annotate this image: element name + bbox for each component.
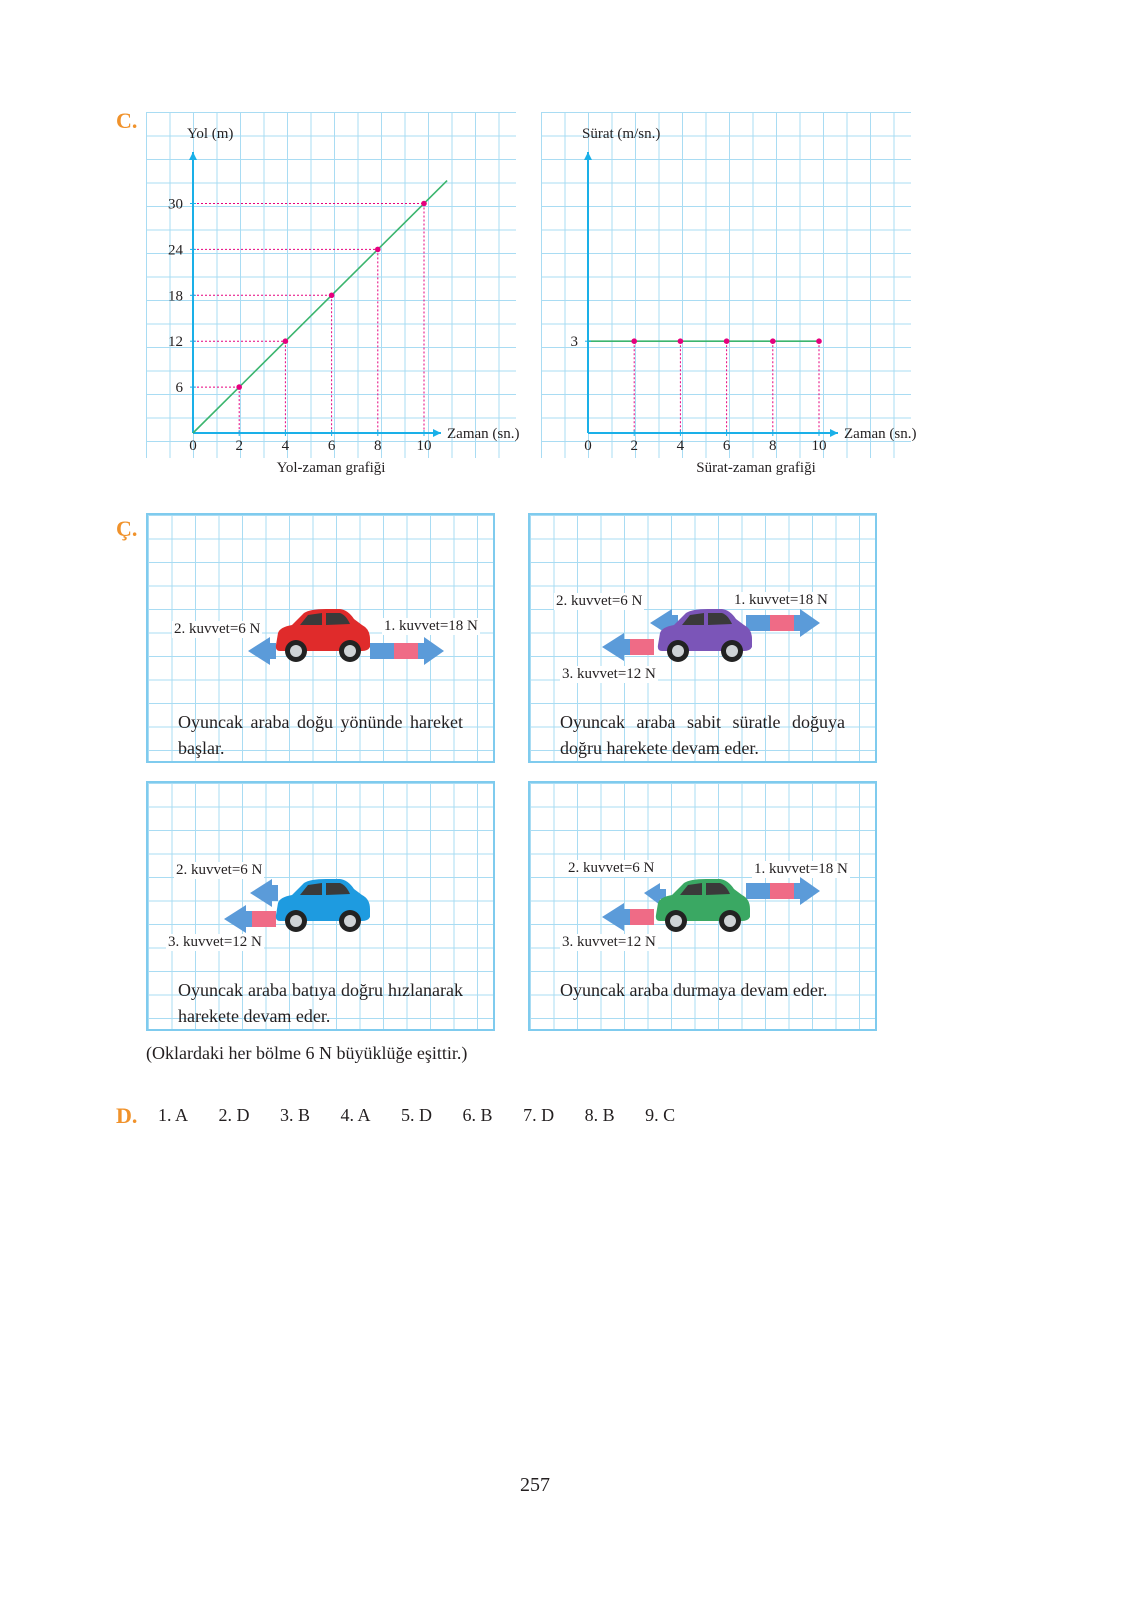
surat-zaman-caption: Sürat-zaman grafiği bbox=[696, 460, 816, 476]
arrow-note: (Oklardaki her bölme 6 N büyüklüğe eşittir.) bbox=[146, 1043, 468, 1063]
force-2-label: 2. kuvvet=6 N bbox=[556, 593, 643, 609]
y-tick-label: 18 bbox=[168, 288, 183, 305]
answer-9: 9. C bbox=[645, 1105, 676, 1125]
answer-8: 8. B bbox=[584, 1105, 615, 1125]
x-tick-label: 6 bbox=[327, 438, 336, 454]
answer-5: 5. D bbox=[401, 1105, 433, 1125]
x-axis-arrow-icon bbox=[830, 429, 838, 437]
arrow-segment bbox=[394, 643, 418, 659]
series-line bbox=[193, 181, 447, 433]
force-1-label: 1. kuvvet=18 N bbox=[734, 592, 828, 608]
force-panel-1 bbox=[146, 513, 495, 763]
purple-car-icon bbox=[652, 607, 756, 665]
y-tick-label: 3 bbox=[570, 334, 578, 351]
data-point bbox=[770, 338, 776, 344]
data-point bbox=[631, 338, 637, 344]
panel-2-text: Oyuncak araba sabit süratle doğuya doğru harekete devam eder. bbox=[560, 712, 845, 758]
x-axis-arrow-icon bbox=[433, 429, 441, 437]
force-1-label: 1. kuvvet=18 N bbox=[754, 861, 848, 877]
x-tick-label: 4 bbox=[676, 438, 685, 454]
force-2-label: 2. kuvvet=6 N bbox=[174, 621, 261, 637]
blue-car-icon bbox=[270, 877, 374, 935]
yol-zaman-chart bbox=[146, 112, 520, 458]
x-tick-label: 8 bbox=[769, 438, 777, 454]
y-tick-label: 6 bbox=[175, 380, 183, 397]
surat-zaman-chart bbox=[541, 112, 917, 458]
x-tick-label: 0 bbox=[584, 438, 592, 454]
x-tick-label: 4 bbox=[281, 438, 290, 454]
section-d-letter: D. bbox=[116, 1103, 138, 1128]
y-tick-label: 24 bbox=[168, 242, 183, 259]
data-point bbox=[678, 338, 684, 344]
x-tick-label: 6 bbox=[722, 438, 731, 454]
red-car-icon bbox=[270, 607, 374, 665]
x-tick-label: 2 bbox=[630, 438, 638, 454]
force-2-label: 2. kuvvet=6 N bbox=[568, 860, 655, 876]
y-tick-label: 30 bbox=[168, 196, 183, 213]
data-point bbox=[236, 384, 242, 390]
answer-1: 1. A bbox=[158, 1105, 189, 1125]
arrow-east-18n-head bbox=[794, 609, 820, 637]
panel-1-text: Oyuncak araba doğu yönünde hareket başlar. bbox=[178, 712, 463, 758]
green-car-icon bbox=[650, 877, 754, 935]
force-3-label: 3. kuvvet=12 N bbox=[562, 934, 656, 950]
x-axis-label: Zaman (sn.) bbox=[447, 426, 520, 442]
y-axis-label: Yol (m) bbox=[187, 126, 234, 142]
force-3-label: 3. kuvvet=12 N bbox=[562, 666, 656, 682]
answer-list bbox=[158, 1105, 701, 1126]
data-point bbox=[283, 338, 289, 344]
arrow-segment bbox=[630, 639, 654, 655]
section-c-letter: C. bbox=[116, 108, 138, 133]
answer-7: 7. D bbox=[523, 1105, 555, 1125]
arrow-west-12n-head bbox=[602, 633, 630, 661]
answer-6: 6. B bbox=[462, 1105, 493, 1125]
arrow-segment bbox=[770, 883, 794, 899]
arrow-segment bbox=[770, 615, 794, 631]
surat-zaman-chart-svg bbox=[541, 112, 917, 458]
data-point bbox=[816, 338, 822, 344]
y-axis-arrow-icon bbox=[584, 152, 592, 160]
x-tick-label: 0 bbox=[189, 438, 197, 454]
panel-4-text: Oyuncak araba durmaya devam eder. bbox=[560, 980, 828, 1000]
answer-3: 3. B bbox=[280, 1105, 311, 1125]
x-tick-label: 10 bbox=[811, 438, 827, 454]
arrow-west-12n-head bbox=[602, 903, 630, 931]
arrow-east-18n-head bbox=[418, 637, 444, 665]
x-tick-label: 2 bbox=[235, 438, 243, 454]
force-2-label: 2. kuvvet=6 N bbox=[176, 862, 263, 878]
answer-4: 4. A bbox=[340, 1105, 371, 1125]
arrow-west-12n-head bbox=[224, 905, 252, 933]
yol-zaman-chart-svg bbox=[146, 112, 520, 458]
force-panel-2 bbox=[528, 513, 877, 763]
force-panel-4 bbox=[528, 781, 877, 1031]
x-axis-label: Zaman (sn.) bbox=[844, 426, 917, 442]
data-point bbox=[421, 201, 427, 207]
answer-2: 2. D bbox=[218, 1105, 250, 1125]
data-point bbox=[724, 338, 730, 344]
y-tick-label: 12 bbox=[168, 334, 183, 351]
x-tick-label: 10 bbox=[416, 438, 432, 454]
y-axis-arrow-icon bbox=[189, 152, 197, 160]
yol-zaman-caption: Yol-zaman grafiği bbox=[276, 460, 386, 476]
force-1-label: 1. kuvvet=18 N bbox=[384, 618, 478, 634]
x-tick-label: 8 bbox=[374, 438, 382, 454]
y-axis-label: Sürat (m/sn.) bbox=[582, 126, 661, 142]
panel-3-text: Oyuncak araba batıya doğru hızlanarak harekete devam eder. bbox=[178, 980, 463, 1026]
force-3-label: 3. kuvvet=12 N bbox=[168, 934, 262, 950]
page-number: 257 bbox=[520, 1474, 550, 1496]
data-point bbox=[375, 247, 381, 253]
data-point bbox=[329, 293, 335, 299]
arrow-east-18n-head bbox=[794, 877, 820, 905]
force-panel-3 bbox=[146, 781, 495, 1031]
section-cc-letter: Ç. bbox=[116, 516, 138, 541]
